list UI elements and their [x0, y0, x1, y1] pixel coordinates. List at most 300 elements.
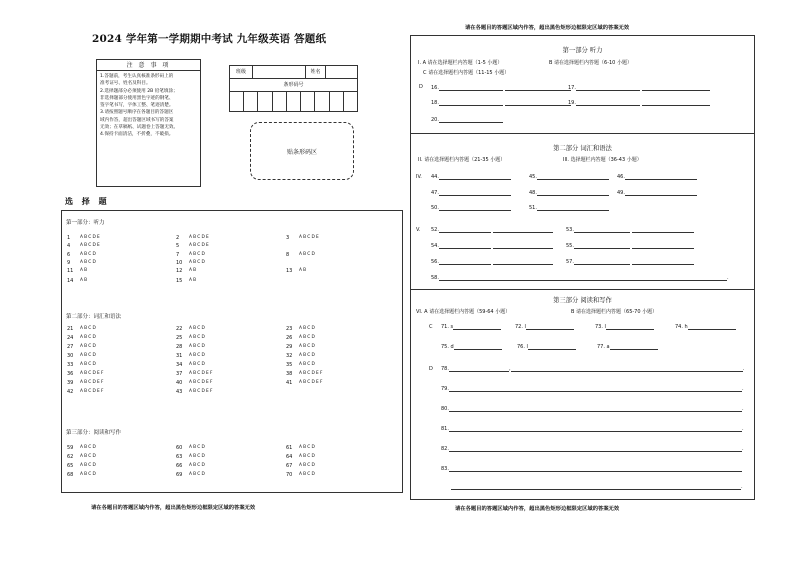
option-bubble-f[interactable]: F [319, 371, 323, 376]
q73-line[interactable] [595, 324, 654, 330]
q46-label: 46. [617, 174, 625, 180]
option-bubble-e[interactable]: E [97, 235, 100, 240]
option-bubble-c[interactable]: C [197, 335, 200, 340]
option-bubble-b[interactable]: B [303, 268, 306, 273]
option-bubble-d[interactable]: D [92, 260, 96, 265]
option-bubble-b[interactable]: B [303, 371, 306, 376]
option-bubble-d[interactable]: D [92, 463, 96, 468]
option-bubble-d[interactable]: D [201, 371, 205, 376]
option-bubble-e[interactable]: E [316, 235, 319, 240]
p3-b-instr: B 请在选择题栏内答题（65-70 小题） [571, 309, 658, 315]
mc-question-number: 13 [286, 267, 293, 274]
option-bubble-b[interactable]: B [303, 380, 306, 385]
option-bubble-c[interactable]: C [307, 326, 310, 331]
option-bubble-c[interactable]: C [197, 380, 200, 385]
option-bubble-d[interactable]: D [92, 335, 96, 340]
option-bubble-a[interactable]: A [299, 252, 302, 257]
q74-line[interactable] [675, 324, 736, 330]
mc-question-number: 8 [286, 251, 290, 258]
q44-label: 44. [431, 174, 439, 180]
option-bubble-a[interactable]: A [80, 268, 83, 273]
option-bubble-b[interactable]: B [84, 260, 87, 265]
option-bubble-c[interactable]: C [88, 326, 91, 331]
option-bubble-a[interactable]: A [189, 353, 192, 358]
option-bubble-f[interactable]: F [100, 389, 104, 394]
option-bubble-b[interactable]: B [193, 454, 196, 459]
mc-question [176, 379, 214, 386]
option-bubble-b[interactable]: B [193, 326, 196, 331]
notice-line: 3.请按照题号顺序在各题目的答题区 [100, 110, 174, 116]
option-bubble-b[interactable]: B [193, 278, 196, 283]
mc-question-number: 41 [286, 379, 293, 386]
option-bubble-c[interactable]: C [88, 454, 91, 459]
option-bubble-c[interactable]: C [88, 389, 91, 394]
option-bubble-c[interactable]: C [88, 353, 91, 358]
q56-line[interactable] [431, 259, 553, 265]
option-bubble-a[interactable]: A [299, 235, 302, 240]
q44-line[interactable] [431, 174, 511, 180]
q76-line[interactable] [517, 344, 576, 350]
option-bubble-e[interactable]: E [206, 235, 209, 240]
option-bubble-a[interactable]: A [189, 326, 192, 331]
option-bubble-f[interactable]: F [209, 380, 213, 385]
option-bubble-b[interactable]: B [84, 278, 87, 283]
mc-question [286, 361, 316, 368]
option-bubble-e[interactable]: E [206, 389, 209, 394]
p1-d-label: D [419, 84, 423, 90]
option-bubble-c[interactable]: C [88, 335, 91, 340]
q45-line[interactable] [529, 174, 609, 180]
option-bubble-e[interactable]: E [97, 389, 100, 394]
mc-question-number: 15 [176, 277, 183, 284]
option-bubble-f[interactable]: F [100, 371, 104, 376]
option-bubble-a[interactable]: A [299, 380, 302, 385]
option-bubble-a[interactable]: A [299, 445, 302, 450]
option-bubble-b[interactable]: B [84, 326, 87, 331]
option-bubble-a[interactable]: A [80, 335, 83, 340]
barcode-cells[interactable] [230, 92, 357, 111]
option-bubble-d[interactable]: D [92, 344, 96, 349]
option-bubble-d[interactable]: D [311, 463, 315, 468]
option-bubble-b[interactable]: B [193, 380, 196, 385]
q51-line[interactable] [529, 205, 609, 211]
option-bubble-f[interactable]: F [100, 380, 104, 385]
option-bubble-b[interactable]: B [303, 335, 306, 340]
option-bubble-d[interactable]: D [201, 353, 205, 358]
option-bubble-a[interactable]: A [80, 353, 83, 358]
option-bubble-e[interactable]: E [316, 380, 319, 385]
q19-label: 19. [568, 100, 576, 106]
option-bubble-b[interactable]: B [303, 362, 306, 367]
mc-question [176, 277, 197, 284]
option-bubble-c[interactable]: C [197, 252, 200, 257]
mc-question-number: 68 [67, 471, 74, 478]
option-bubble-d[interactable]: D [201, 362, 205, 367]
option-bubble-d[interactable]: D [201, 326, 205, 331]
option-bubble-d[interactable]: D [201, 463, 205, 468]
mc-question-number: 62 [67, 453, 74, 460]
option-bubble-b[interactable]: B [303, 454, 306, 459]
option-bubble-c[interactable]: C [197, 362, 200, 367]
option-bubble-a[interactable]: A [189, 362, 192, 367]
q46-line[interactable] [617, 174, 697, 180]
option-bubble-d[interactable]: D [201, 472, 205, 477]
option-bubble-d[interactable]: D [201, 260, 205, 265]
q17-line[interactable] [568, 85, 710, 91]
q20-line[interactable] [431, 117, 503, 123]
option-bubble-a[interactable]: A [299, 326, 302, 331]
mc-question-number: 43 [176, 388, 183, 395]
option-bubble-a[interactable]: A [189, 454, 192, 459]
option-bubble-d[interactable]: D [311, 335, 315, 340]
option-bubble-a[interactable]: A [189, 463, 192, 468]
option-bubble-a[interactable]: A [299, 362, 302, 367]
option-bubble-f[interactable]: F [209, 371, 213, 376]
option-bubble-d[interactable]: D [311, 445, 315, 450]
option-bubble-b[interactable]: B [84, 463, 87, 468]
option-bubble-c[interactable]: C [307, 463, 310, 468]
option-bubble-b[interactable]: B [303, 463, 306, 468]
option-bubble-b[interactable]: B [193, 268, 196, 273]
q50-line[interactable] [431, 205, 511, 211]
option-bubble-c[interactable]: C [307, 371, 310, 376]
option-bubble-b[interactable]: B [193, 235, 196, 240]
option-bubble-d[interactable]: D [311, 326, 315, 331]
option-bubble-f[interactable]: F [209, 389, 213, 394]
option-bubble-c[interactable]: C [307, 344, 310, 349]
q20-label: 20. [431, 117, 439, 123]
option-bubble-d[interactable]: D [201, 389, 205, 394]
option-bubble-b[interactable]: B [84, 389, 87, 394]
option-bubble-d[interactable]: D [92, 326, 96, 331]
q52-line[interactable] [431, 227, 553, 233]
option-bubble-d[interactable]: D [92, 353, 96, 358]
option-bubble-b[interactable]: B [84, 268, 87, 273]
option-bubble-a[interactable]: A [299, 268, 302, 273]
option-bubble-a[interactable]: A [80, 380, 83, 385]
mc-question-number: 1 [67, 234, 71, 241]
option-bubble-b[interactable]: B [303, 344, 306, 349]
option-bubble-b[interactable]: B [193, 335, 196, 340]
option-bubble-b[interactable]: B [303, 235, 306, 240]
option-bubble-c[interactable]: C [88, 243, 91, 248]
mc-question-number: 26 [286, 334, 293, 341]
option-bubble-d[interactable]: D [201, 344, 205, 349]
notice-line: 2.选择题部分必须使用 2B 铅笔填涂； [100, 88, 178, 94]
option-bubble-a[interactable]: A [299, 454, 302, 459]
mc-question [286, 453, 316, 460]
option-bubble-a[interactable]: A [80, 445, 83, 450]
option-bubble-c[interactable]: C [88, 445, 91, 450]
option-bubble-d[interactable]: D [92, 380, 96, 385]
mc-question [176, 388, 214, 395]
option-bubble-d[interactable]: D [311, 454, 315, 459]
option-bubble-a[interactable]: A [189, 472, 192, 477]
option-bubble-b[interactable]: B [84, 380, 87, 385]
option-bubble-c[interactable]: C [197, 260, 200, 265]
option-bubble-e[interactable]: E [206, 380, 209, 385]
option-bubble-a[interactable]: A [189, 445, 192, 450]
option-bubble-c[interactable]: C [307, 445, 310, 450]
option-bubble-b[interactable]: B [193, 252, 196, 257]
option-bubble-d[interactable]: D [92, 243, 96, 248]
q81-line[interactable]: 81. . [441, 426, 744, 432]
option-bubble-b[interactable]: B [84, 235, 87, 240]
mc-question-number: 36 [67, 370, 74, 377]
q57-line[interactable] [566, 259, 694, 265]
option-bubble-c[interactable]: C [197, 371, 200, 376]
option-bubble-b[interactable]: B [303, 472, 306, 477]
option-bubble-c[interactable]: C [197, 353, 200, 358]
option-bubble-c[interactable]: C [197, 454, 200, 459]
q77-line[interactable] [597, 344, 658, 350]
q19-line[interactable] [568, 100, 710, 106]
option-bubble-d[interactable]: D [201, 243, 205, 248]
option-bubble-d[interactable]: D [201, 252, 205, 257]
q16-line[interactable] [431, 85, 571, 91]
mc-question [286, 444, 316, 451]
option-bubble-a[interactable]: A [189, 260, 192, 265]
option-bubble-b[interactable]: B [303, 353, 306, 358]
p2-b-instr: III. 选择题栏内答题（36-43 小题） [563, 157, 642, 163]
option-bubble-a[interactable]: A [299, 353, 302, 358]
option-bubble-c[interactable]: C [88, 260, 91, 265]
option-bubble-d[interactable]: D [92, 389, 96, 394]
option-bubble-c[interactable]: C [197, 445, 200, 450]
option-bubble-c[interactable]: C [307, 335, 310, 340]
q49-line[interactable] [617, 190, 697, 196]
option-bubble-d[interactable]: D [311, 252, 315, 257]
option-bubble-d[interactable]: D [311, 362, 315, 367]
option-bubble-b[interactable]: B [193, 472, 196, 477]
option-bubble-a[interactable]: A [80, 371, 83, 376]
p1-b-instr: B 请在选择题栏内答题（6-10 小题） [549, 60, 632, 66]
option-bubble-b[interactable]: B [84, 243, 87, 248]
option-bubble-b[interactable]: B [193, 463, 196, 468]
q75-line[interactable] [441, 344, 502, 350]
option-bubble-c[interactable]: C [88, 235, 91, 240]
option-bubble-b[interactable]: B [303, 326, 306, 331]
option-bubble-d[interactable]: D [92, 252, 96, 257]
option-bubble-a[interactable]: A [80, 278, 83, 283]
option-bubble-b[interactable]: B [84, 371, 87, 376]
mc-question-number: 66 [176, 462, 183, 469]
q56-label: 56. [431, 259, 439, 265]
q48-line[interactable] [529, 190, 609, 196]
option-bubble-a[interactable]: A [80, 260, 83, 265]
notice-line: 无效；在草稿纸、试题卷上答题无效。 [100, 125, 179, 131]
option-bubble-a[interactable]: A [189, 278, 192, 283]
option-bubble-c[interactable]: C [197, 463, 200, 468]
option-bubble-b[interactable]: B [193, 389, 196, 394]
option-bubble-c[interactable]: C [88, 380, 91, 385]
q54-line[interactable] [431, 243, 553, 249]
option-bubble-a[interactable]: A [189, 235, 192, 240]
option-bubble-c[interactable]: C [307, 353, 310, 358]
option-bubble-d[interactable]: D [311, 472, 315, 477]
option-bubble-a[interactable]: A [80, 463, 83, 468]
option-bubble-a[interactable]: A [80, 326, 83, 331]
class-field[interactable] [253, 66, 306, 78]
option-bubble-a[interactable]: A [189, 335, 192, 340]
option-bubble-a[interactable]: A [80, 472, 83, 477]
mc-question-number: 35 [286, 361, 293, 368]
option-bubble-b[interactable]: B [193, 260, 196, 265]
option-bubble-b[interactable]: B [193, 445, 196, 450]
option-bubble-d[interactable]: D [92, 362, 96, 367]
q57-label: 57. [566, 259, 574, 265]
option-bubble-a[interactable]: A [189, 252, 192, 257]
mc-question-number: 33 [67, 361, 74, 368]
mc-question [67, 267, 88, 274]
mc-question [286, 352, 316, 359]
option-bubble-b[interactable]: B [84, 454, 87, 459]
option-bubble-c[interactable]: C [307, 235, 310, 240]
option-bubble-c[interactable]: C [197, 243, 200, 248]
footer-note-right: 请在各题目的答题区域内作答，超出黑色矩形边框限定区域的答案无效 [455, 506, 620, 512]
option-bubble-d[interactable]: D [311, 235, 315, 240]
mc-question-number: 4 [67, 242, 71, 249]
option-bubble-f[interactable]: F [319, 380, 323, 385]
option-bubble-e[interactable]: E [206, 371, 209, 376]
option-bubble-c[interactable]: C [197, 235, 200, 240]
mc-question [176, 453, 206, 460]
q53-line[interactable] [566, 227, 694, 233]
option-bubble-b[interactable]: B [84, 252, 87, 257]
option-bubble-a[interactable]: A [80, 389, 83, 394]
q55-line[interactable] [566, 243, 694, 249]
name-field[interactable] [326, 66, 357, 78]
q58-line[interactable]: 58. . [431, 275, 729, 281]
option-bubble-c[interactable]: C [88, 472, 91, 477]
option-bubble-d[interactable]: D [201, 445, 205, 450]
option-bubble-d[interactable]: D [92, 472, 96, 477]
header-note: 请在各题目的答题区域内作答，超出黑色矩形边框限定区域的答案无效 [465, 25, 630, 31]
q79-line[interactable]: 79. . [441, 386, 744, 392]
mc-question [67, 388, 105, 395]
option-bubble-c[interactable]: C [307, 454, 310, 459]
option-bubble-b[interactable]: B [84, 362, 87, 367]
option-bubble-e[interactable]: E [316, 371, 319, 376]
option-bubble-c[interactable]: C [197, 326, 200, 331]
option-bubble-a[interactable]: A [189, 380, 192, 385]
mc-question [67, 370, 105, 377]
option-bubble-c[interactable]: C [307, 472, 310, 477]
p1-a-instr: I. A 请在选择题栏内答题（1-5 小题） [418, 60, 503, 66]
option-bubble-d[interactable]: D [311, 353, 315, 358]
p3-c-label: C [429, 324, 433, 330]
option-bubble-b[interactable]: B [193, 371, 196, 376]
option-bubble-a[interactable]: A [299, 344, 302, 349]
option-bubble-d[interactable]: D [201, 335, 205, 340]
option-bubble-a[interactable]: A [80, 243, 83, 248]
q83-line[interactable] [441, 466, 742, 472]
mc-question-number: 12 [176, 267, 183, 274]
option-bubble-a[interactable]: A [189, 371, 192, 376]
option-bubble-a[interactable]: A [299, 463, 302, 468]
option-bubble-d[interactable]: D [92, 454, 96, 459]
option-bubble-c[interactable]: C [197, 472, 200, 477]
option-bubble-b[interactable]: B [303, 252, 306, 257]
option-bubble-b[interactable]: B [84, 353, 87, 358]
option-bubble-a[interactable]: A [299, 472, 302, 477]
option-bubble-c[interactable]: C [88, 371, 91, 376]
option-bubble-b[interactable]: B [84, 472, 87, 477]
option-bubble-d[interactable]: D [201, 380, 205, 385]
option-bubble-d[interactable]: D [311, 371, 315, 376]
option-bubble-e[interactable]: E [97, 243, 100, 248]
option-bubble-a[interactable]: A [189, 344, 192, 349]
divider [411, 133, 754, 134]
option-bubble-c[interactable]: C [307, 380, 310, 385]
q18-line[interactable] [431, 100, 571, 106]
option-bubble-b[interactable]: B [193, 344, 196, 349]
barcode-label: 条形码号 [230, 79, 357, 92]
mc-question [176, 251, 206, 258]
option-bubble-d[interactable]: D [92, 445, 96, 450]
option-bubble-a[interactable]: A [299, 371, 302, 376]
option-bubble-d[interactable]: D [311, 344, 315, 349]
option-bubble-e[interactable]: E [97, 371, 100, 376]
option-bubble-a[interactable]: A [80, 252, 83, 257]
option-bubble-c[interactable]: C [88, 463, 91, 468]
option-bubble-a[interactable]: A [80, 362, 83, 367]
option-bubble-a[interactable]: A [299, 335, 302, 340]
option-bubble-c[interactable]: C [307, 252, 310, 257]
option-bubble-a[interactable]: A [189, 268, 192, 273]
option-bubble-e[interactable]: E [206, 243, 209, 248]
option-bubble-c[interactable]: C [88, 362, 91, 367]
option-bubble-c[interactable]: C [307, 362, 310, 367]
option-bubble-d[interactable]: D [201, 235, 205, 240]
option-bubble-c[interactable]: C [88, 344, 91, 349]
notice-body [97, 71, 200, 141]
mc-question [67, 325, 97, 332]
option-bubble-a[interactable]: A [189, 243, 192, 248]
q47-line[interactable] [431, 190, 511, 196]
q78-line[interactable]: 78. , . [441, 366, 745, 372]
q51-label: 51. [529, 205, 537, 211]
option-bubble-b[interactable]: B [193, 243, 196, 248]
option-bubble-c[interactable]: C [88, 252, 91, 257]
option-bubble-b[interactable]: B [84, 335, 87, 340]
q82-line[interactable]: 82. . [441, 446, 744, 452]
mc-question [286, 471, 316, 478]
option-bubble-a[interactable]: A [80, 454, 83, 459]
option-bubble-b[interactable]: B [303, 445, 306, 450]
q73-label: 73. l [595, 324, 606, 330]
option-bubble-c[interactable]: C [197, 344, 200, 349]
option-bubble-c[interactable]: C [197, 389, 200, 394]
option-bubble-d[interactable]: D [92, 371, 96, 376]
option-bubble-d[interactable]: D [201, 454, 205, 459]
option-bubble-e[interactable]: E [97, 380, 100, 385]
mc-question [67, 259, 97, 266]
option-bubble-d[interactable]: D [92, 235, 96, 240]
option-bubble-a[interactable]: A [80, 235, 83, 240]
option-bubble-a[interactable]: A [189, 389, 192, 394]
option-bubble-b[interactable]: B [193, 362, 196, 367]
option-bubble-b[interactable]: B [193, 353, 196, 358]
option-bubble-b[interactable]: B [84, 445, 87, 450]
q80-line[interactable]: 80. . [441, 406, 744, 412]
option-bubble-b[interactable]: B [84, 344, 87, 349]
q71-line[interactable] [441, 324, 501, 330]
option-bubble-a[interactable]: A [80, 344, 83, 349]
option-bubble-d[interactable]: D [311, 380, 315, 385]
q83-extra-line[interactable]: . [451, 484, 743, 490]
q72-line[interactable] [515, 324, 574, 330]
